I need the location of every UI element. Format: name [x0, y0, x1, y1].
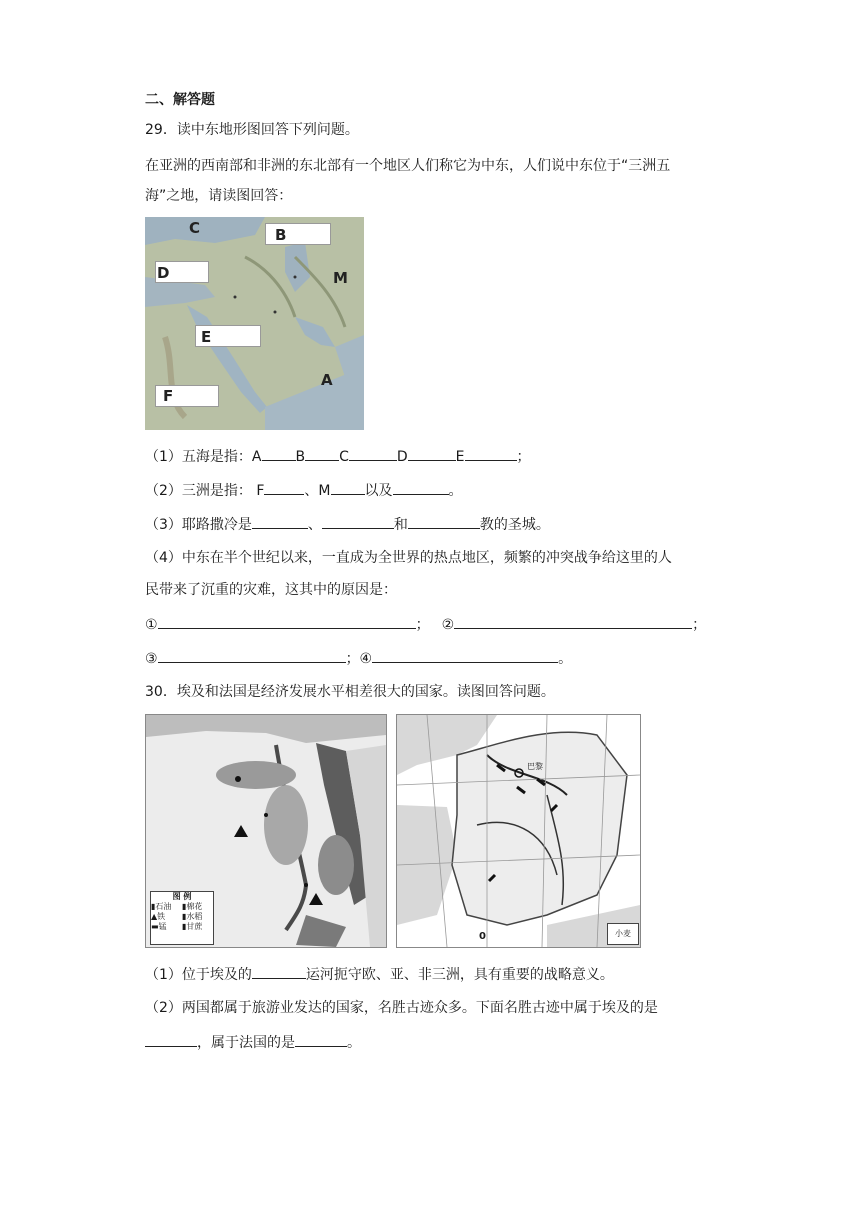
blank-b[interactable] — [305, 446, 339, 461]
q29-part4-answers-row2: ③ ；④ 。 — [145, 648, 572, 669]
france-map — [396, 714, 641, 948]
blank-religion-1[interactable] — [252, 514, 308, 529]
section-title: 二、解答题 — [145, 92, 215, 108]
q30-part2-line2: ，属于法国的是 。 — [145, 1032, 361, 1053]
q29-intro-line2: 海”之地，请读图回答： — [145, 188, 293, 204]
blank-religion-2[interactable] — [322, 514, 394, 529]
blank-third-continent[interactable] — [393, 480, 449, 495]
blank-canal[interactable] — [252, 964, 306, 979]
legend-item: ▬锰 — [151, 922, 167, 931]
meridian-zero-label: 0 — [479, 931, 486, 942]
blank-a[interactable] — [262, 446, 296, 461]
map-label-d: D — [157, 264, 170, 282]
blank-france-site[interactable] — [295, 1032, 347, 1047]
map-label-b: B — [275, 226, 287, 244]
legend-item: ▲铁 — [151, 912, 166, 921]
blank-f[interactable] — [264, 480, 304, 495]
q30-part2-line1: （2）两国都属于旅游业发达的国家，名胜古迹众多。下面名胜古迹中属于埃及的是 — [145, 1000, 658, 1016]
q30-part1: （1）位于埃及的 运河扼守欧、亚、非三洲，具有重要的战略意义。 — [145, 964, 614, 985]
blank-d[interactable] — [408, 446, 456, 461]
map-label-a: A — [321, 371, 333, 389]
blank-c[interactable] — [349, 446, 397, 461]
middle-east-map — [145, 217, 364, 430]
legend-item: ▮石油 — [151, 902, 172, 911]
legend-item: ▮甘蔗 — [182, 922, 203, 931]
q29-part1: （1）五海是指：A B C D E ； — [145, 446, 531, 467]
map-label-e: E — [201, 328, 212, 346]
egypt-legend: 图 例 ▮石油 ▮棉花 ▲铁 ▮水稻 ▬锰 ▮甘蔗 — [150, 891, 214, 945]
q30-title: 30．埃及和法国是经济发展水平相差很大的国家。读图回答问题。 — [145, 684, 555, 700]
q29-part4-line2: 民带来了沉重的灾难，这其中的原因是： — [145, 582, 397, 598]
map-label-c: C — [189, 219, 201, 237]
france-terrain — [397, 715, 640, 947]
blank-reason-4[interactable] — [372, 648, 558, 663]
blank-m[interactable] — [331, 480, 365, 495]
blank-reason-1[interactable] — [158, 614, 416, 629]
wheat-label: 小麦 — [615, 929, 631, 938]
blank-reason-3[interactable] — [158, 648, 346, 663]
q29-part4-line1: （4）中东在半个世纪以来，一直成为全世界的热点地区，频繁的冲突战争给这里的人 — [145, 550, 672, 566]
paris-label: 巴黎 — [527, 762, 543, 771]
blank-egypt-site[interactable] — [145, 1032, 197, 1047]
q29-part2: （2）三洲是指： F 、M 以及 。 — [145, 480, 463, 501]
map-label-f: F — [163, 387, 174, 405]
q29-intro-line1: 在亚洲的西南部和非洲的东北部有一个地区人们称它为中东，人们说中东位于“三洲五 — [145, 158, 671, 174]
legend-item: ▮棉花 — [182, 902, 203, 911]
blank-e[interactable] — [465, 446, 517, 461]
map-label-m: M — [333, 269, 348, 287]
q29-part3: （3）耶路撒冷是 、 和 教的圣城。 — [145, 514, 550, 535]
q29-title: 29．读中东地形图回答下列问题。 — [145, 122, 359, 138]
blank-religion-3[interactable] — [408, 514, 480, 529]
q29-part4-answers-row1: ① ； ② ； — [145, 614, 706, 635]
egypt-map — [145, 714, 387, 948]
legend-item: ▮水稻 — [182, 912, 203, 921]
wheat-legend — [607, 923, 639, 945]
blank-reason-2[interactable] — [454, 614, 692, 629]
